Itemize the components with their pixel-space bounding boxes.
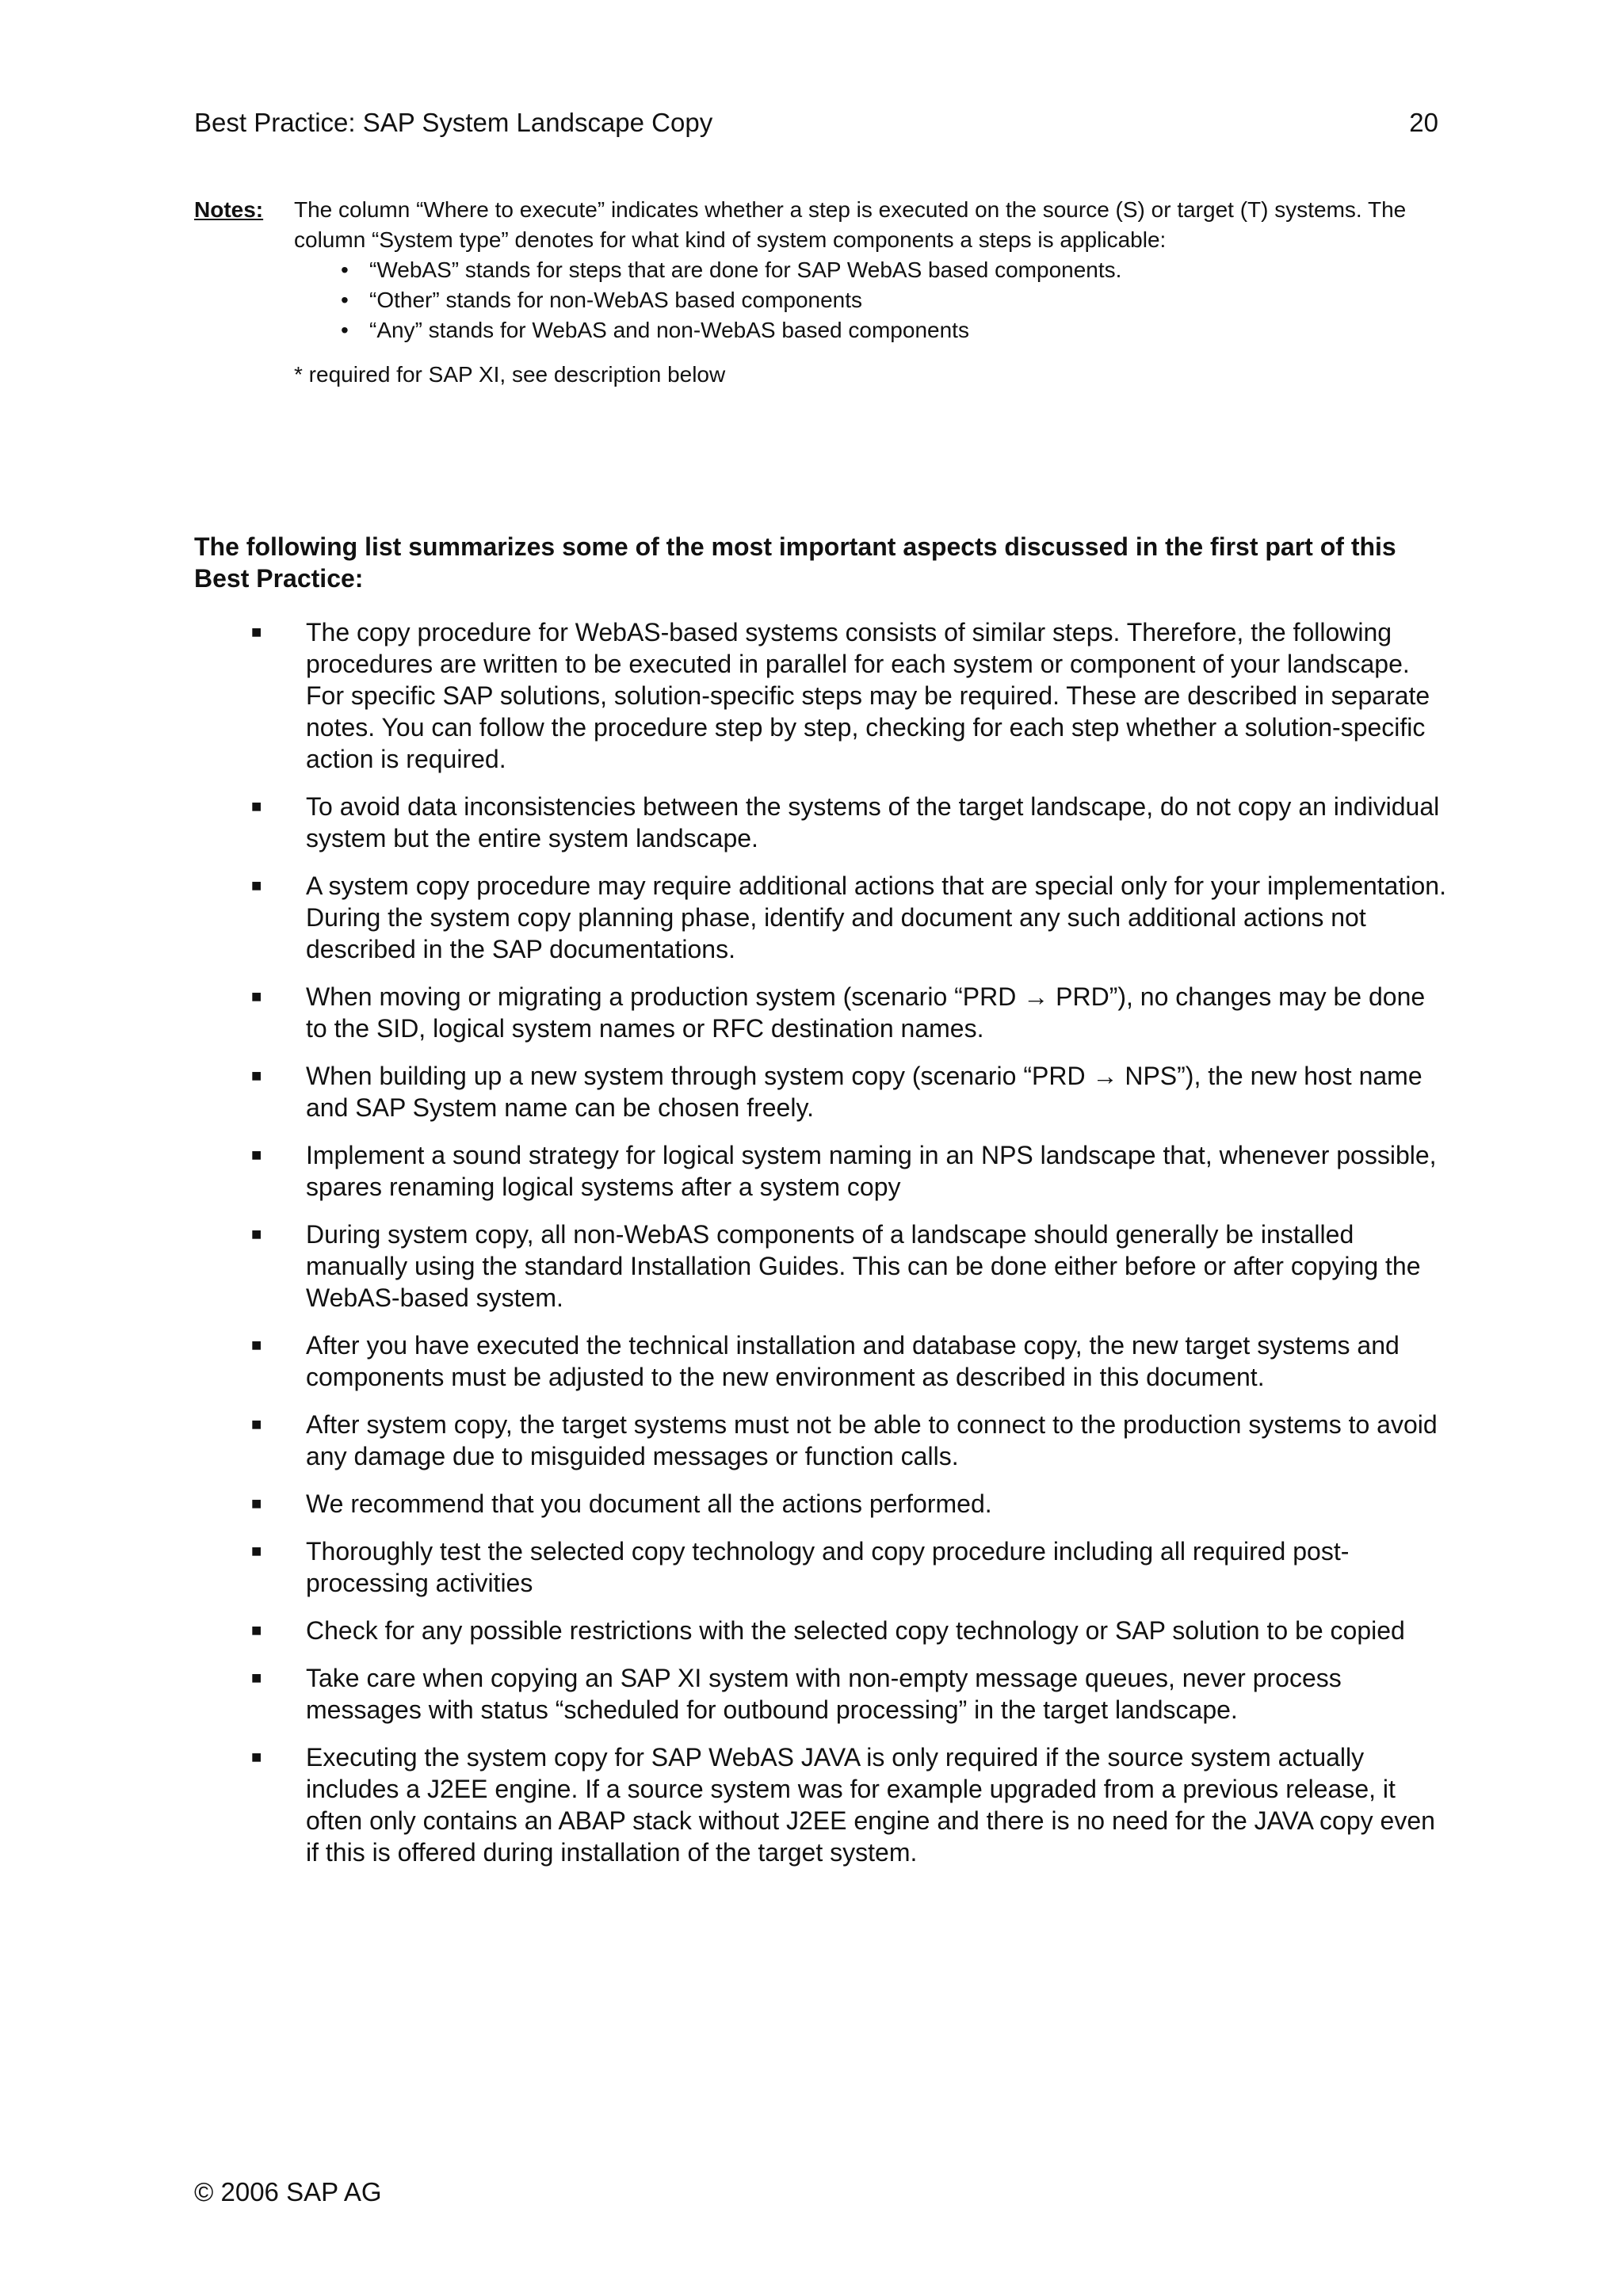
summary-list-item bbox=[194, 1615, 1446, 1646]
page-footer: © 2006 SAP AG bbox=[194, 2177, 382, 2206]
summary-list bbox=[194, 616, 1446, 1884]
square-bullet-icon: ■ bbox=[251, 986, 262, 1006]
summary-item-text: Executing the system copy for SAP WebAS JAVA is only required if the source system actually includes a J2EE engine. If a source system was for example upgraded from a previous release, it often only contains an ABAP stack without J2EE engine and there is no need for the JAVA copy even if this is offered during installation of the target system. bbox=[306, 1743, 1435, 1867]
document-title: Best Practice: SAP System Landscape Copy bbox=[194, 108, 713, 137]
square-bullet-icon: ■ bbox=[251, 1224, 262, 1244]
summary-list-item bbox=[194, 616, 1446, 775]
square-bullet-icon: ■ bbox=[251, 1066, 262, 1085]
summary-item-text: When building up a new system through system copy (scenario “PRD → NPS”), the new host name and SAP System name can be chosen freely. bbox=[306, 1062, 1423, 1122]
summary-item-text: Implement a sound strategy for logical system naming in an NPS landscape that, whenever possible, spares renaming logical systems after a system copy bbox=[306, 1141, 1437, 1201]
summary-item-text: To avoid data inconsistencies between the systems of the target landscape, do not copy an individual system but the entire system landscape. bbox=[306, 792, 1440, 852]
square-bullet-icon: ■ bbox=[251, 796, 262, 816]
summary-item-text: During system copy, all non-WebAS components of a landscape should generally be installed manually using the standard Installation Guides. This can be done either before or after copying the WebAS-based system. bbox=[306, 1220, 1421, 1312]
notes-section bbox=[194, 195, 1438, 390]
summary-list-item bbox=[194, 981, 1446, 1044]
summary-list-item bbox=[194, 1329, 1446, 1393]
summary-item-text: A system copy procedure may require additional actions that are special only for your implementation. During the system copy planning phase, identify and document any such additional actions not described in the SAP documentations. bbox=[306, 871, 1446, 963]
notes-intro: The column “Where to execute” indicates whether a step is executed on the source (S) or target (T) systems. The column “System type” denotes for what kind of system components a steps is applicable: bbox=[294, 197, 1407, 252]
summary-item-text: After system copy, the target systems must not be able to connect to the production systems to avoid any damage due to misguided messages or function calls. bbox=[306, 1410, 1438, 1470]
summary-list-item bbox=[194, 791, 1446, 854]
square-bullet-icon: ■ bbox=[251, 1541, 262, 1561]
square-bullet-icon: ■ bbox=[251, 1414, 262, 1434]
summary-list-item bbox=[194, 1219, 1446, 1314]
square-bullet-icon: ■ bbox=[251, 1493, 262, 1513]
summary-list-item bbox=[194, 1409, 1446, 1472]
notes-body bbox=[294, 195, 1438, 390]
notes-list-item: • “WebAS” stands for steps that are done for SAP WebAS based components. bbox=[341, 255, 1438, 285]
summary-item-text: The copy procedure for WebAS-based systems consists of similar steps. Therefore, the following procedures are written to be executed in parallel for each system or component of your landscape. For specific SAP solutions, solution-specific steps may be required. These are described in separate notes. You can follow the procedure step by step, checking for each step whether a solution-specific action is required. bbox=[306, 618, 1430, 773]
summary-list-item bbox=[194, 1060, 1446, 1123]
summary-item-text: After you have executed the technical installation and database copy, the new target systems and components must be adjusted to the new environment as described in this document. bbox=[306, 1331, 1400, 1391]
square-bullet-icon: ■ bbox=[251, 1145, 262, 1165]
square-bullet-icon: ■ bbox=[251, 622, 262, 642]
summary-item-text: We recommend that you document all the actions performed. bbox=[306, 1489, 992, 1518]
square-bullet-icon: ■ bbox=[251, 1747, 262, 1767]
square-bullet-icon: ■ bbox=[251, 1335, 262, 1355]
notes-list bbox=[294, 255, 1438, 345]
notes-label: Notes: bbox=[194, 197, 264, 222]
summary-list-item bbox=[194, 870, 1446, 965]
page-number: 20 bbox=[1409, 108, 1438, 137]
summary-list-item bbox=[194, 1662, 1446, 1726]
notes-list-item: • “Other” stands for non-WebAS based components bbox=[341, 285, 1438, 315]
summary-item-text: Thoroughly test the selected copy technology and copy procedure including all required post-processing activities bbox=[306, 1537, 1350, 1597]
summary-list-item bbox=[194, 1488, 1446, 1520]
summary-list-item bbox=[194, 1139, 1446, 1203]
notes-list-item: • “Any” stands for WebAS and non-WebAS based components bbox=[341, 315, 1438, 345]
summary-heading: The following list summarizes some of the most important aspects discussed in the first part of this Best Practice: bbox=[194, 532, 1396, 593]
summary-item-text: Take care when copying an SAP XI system with non-empty message queues, never process messages with status “scheduled for outbound processing” in the target landscape. bbox=[306, 1664, 1342, 1724]
page-header bbox=[194, 105, 1438, 140]
summary-list-item bbox=[194, 1741, 1446, 1868]
square-bullet-icon: ■ bbox=[251, 875, 262, 895]
summary-item-text: Check for any possible restrictions with the selected copy technology or SAP solution to be copied bbox=[306, 1616, 1405, 1645]
summary-list-item bbox=[194, 1535, 1446, 1599]
notes-footnote: * required for SAP XI, see description below bbox=[294, 362, 726, 387]
square-bullet-icon: ■ bbox=[251, 1620, 262, 1640]
summary-item-text: When moving or migrating a production system (scenario “PRD → PRD”), no changes may be done to the SID, logical system names or RFC destination names. bbox=[306, 982, 1426, 1043]
square-bullet-icon: ■ bbox=[251, 1668, 262, 1688]
